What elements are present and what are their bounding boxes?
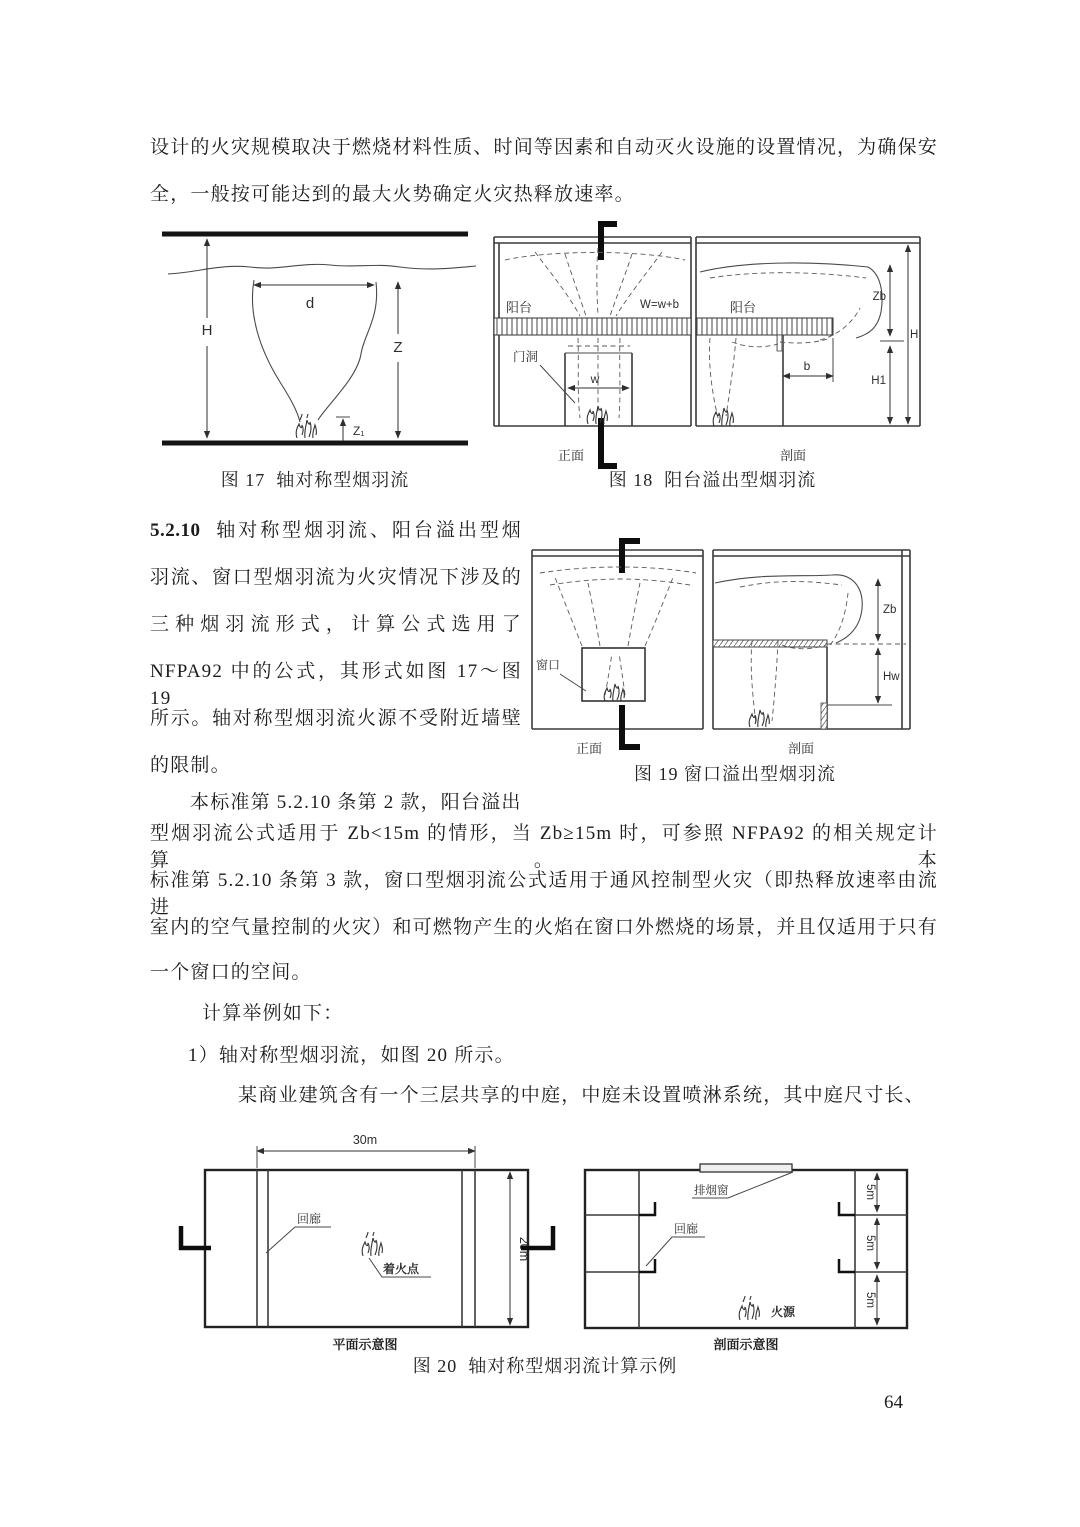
clause-line: 所示。轴对称型烟羽流火源不受附近墙壁 [150, 708, 522, 729]
plan-view-caption: 平面示意图 [332, 1337, 398, 1352]
plume-left-edge [252, 280, 300, 422]
label-front-view: 正面 [576, 741, 603, 756]
paragraph-line: 型烟羽流公式适用于 Zb<15m 的情形，当 Zb≥15m 时，可参照 NFPA92 的相关规定计算。本 [150, 823, 938, 871]
clause-line: 三种烟羽流形式，计算公式选用了 [150, 614, 522, 635]
dim-label-H: H [201, 322, 213, 339]
label-front-view: 正面 [558, 448, 585, 463]
flame-icon [604, 684, 624, 701]
paragraph-line: 计算举例如下： [202, 1003, 344, 1024]
clause-line: 羽流、窗口型烟羽流为火灾情况下涉及的 [150, 567, 522, 588]
paragraph-line: 本标准第 5.2.10 条第 2 款，阳台溢出 [190, 792, 522, 813]
section-view-caption: 剖面示意图 [713, 1337, 779, 1352]
plume-right-edge [318, 282, 377, 420]
clause-number: 5.2.10 [150, 520, 201, 541]
dim-label-30m: 30m [352, 1133, 378, 1147]
smoke-vent-strip [700, 1164, 792, 1172]
figure-19-caption: 图 19 窗口溢出型烟羽流 [634, 764, 836, 784]
dim-label-5m: 5m [864, 1235, 876, 1251]
figure-20-plan-view [165, 1122, 565, 1362]
dim-label-Hw: Hw [883, 671, 900, 683]
dim-label-w: w [590, 372, 600, 386]
figure-17-caption: 图 17 轴对称型烟羽流 [220, 470, 410, 490]
label-section-view: 剖面 [788, 741, 815, 756]
figure-19-window-spill-plume [530, 533, 940, 759]
figure-20-section-view [575, 1122, 975, 1362]
label-window: 窗口 [536, 658, 561, 672]
figure-18-caption: 图 18 阳台溢出型烟羽流 [608, 470, 817, 490]
section-cut-mark-left [181, 1226, 211, 1248]
label-width-formula: W=w+b [640, 299, 679, 311]
section-cut-mark-top [622, 541, 640, 573]
flame-icon [713, 408, 733, 426]
figure-20-caption: 图 20 轴对称型烟羽流计算示例 [412, 1356, 678, 1376]
dim-label-H1: H1 [871, 375, 886, 387]
balcony-edge-mark [839, 1259, 855, 1272]
balcony-edge-mark [639, 1202, 655, 1215]
paragraph-line: 设计的火灾规模取决于燃烧材料性质、时间等因素和自动灭火设施的设置情况，为确保安 [150, 137, 938, 158]
dim-label-20m: 20m [517, 1236, 531, 1262]
smoke-layer-line [168, 264, 476, 274]
dim-label-5m: 5m [864, 1184, 876, 1200]
balcony-slab-section [696, 318, 833, 335]
figure-17-axisymmetric-plume [150, 222, 480, 464]
paragraph-line: 标准第 5.2.10 条第 3 款，窗口型烟羽流公式适用于通风控制型火灾（即热释放速率由流进 [150, 870, 938, 918]
lintel-block [777, 335, 783, 351]
smoke-boundary [715, 575, 862, 643]
dim-label-Z1: Z₁ [353, 424, 365, 438]
dim-label-Zb: Zb [872, 291, 886, 303]
label-balcony-section: 阳台 [730, 300, 757, 315]
paragraph-line: 1）轴对称型烟羽流，如图 20 所示。 [188, 1045, 515, 1066]
section-cut-mark-bottom [622, 705, 640, 747]
dim-label-d: d [305, 295, 315, 312]
clause-line: NFPA92 中的公式，其形式如图 17～图 19 [150, 661, 522, 709]
label-fire-source: 火源 [771, 1305, 796, 1319]
balcony-slab-front [494, 318, 691, 335]
dim-label-H: H [910, 329, 919, 341]
paragraph-line: 一个窗口的空间。 [150, 962, 312, 983]
label-door-opening: 门洞 [513, 350, 539, 364]
page-number: 64 [884, 1392, 903, 1413]
flame-icon [362, 1232, 382, 1256]
paragraph-line: 某商业建筑含有一个三层共享的中庭，中庭未设置喷淋系统，其中庭尺寸长、 [238, 1085, 925, 1106]
paragraph-line: 全，一般按可能达到的最大火势确定火灾热释放速率。 [150, 184, 635, 205]
atrium-outline [205, 1170, 528, 1327]
flame-icon [749, 710, 769, 727]
balcony-edge-mark [839, 1202, 855, 1215]
label-corridor: 回廊 [297, 1212, 322, 1226]
label-smoke-vent: 排烟窗 [694, 1185, 729, 1197]
label-corridor: 回廊 [674, 1222, 699, 1236]
label-balcony-front: 阳台 [506, 300, 533, 315]
sill-wall-block [821, 703, 827, 729]
clause-line: 的限制。 [150, 755, 231, 776]
atrium-section-outline [585, 1170, 907, 1328]
dim-label-Zb: Zb [883, 604, 897, 616]
clause-line: 5.2.10 轴对称型烟羽流、阳台溢出型烟 [150, 520, 522, 541]
label-fire-point: 着火点 [383, 1262, 420, 1276]
label-section-view: 剖面 [780, 448, 807, 463]
dim-label-b: b [803, 359, 811, 373]
dim-label-Z: Z [393, 339, 403, 356]
flame-icon [739, 1296, 759, 1320]
slab-section [713, 640, 827, 647]
flame-icon [587, 406, 607, 424]
paragraph-line: 室内的空气量控制的火灾）和可燃物产生的火焰在窗口外燃烧的场景，并且仅适用于只有 [150, 917, 938, 938]
section-cut-mark-top [601, 224, 617, 260]
figure-18-balcony-spill-plume [480, 220, 940, 472]
dim-label-5m: 5m [864, 1292, 876, 1308]
